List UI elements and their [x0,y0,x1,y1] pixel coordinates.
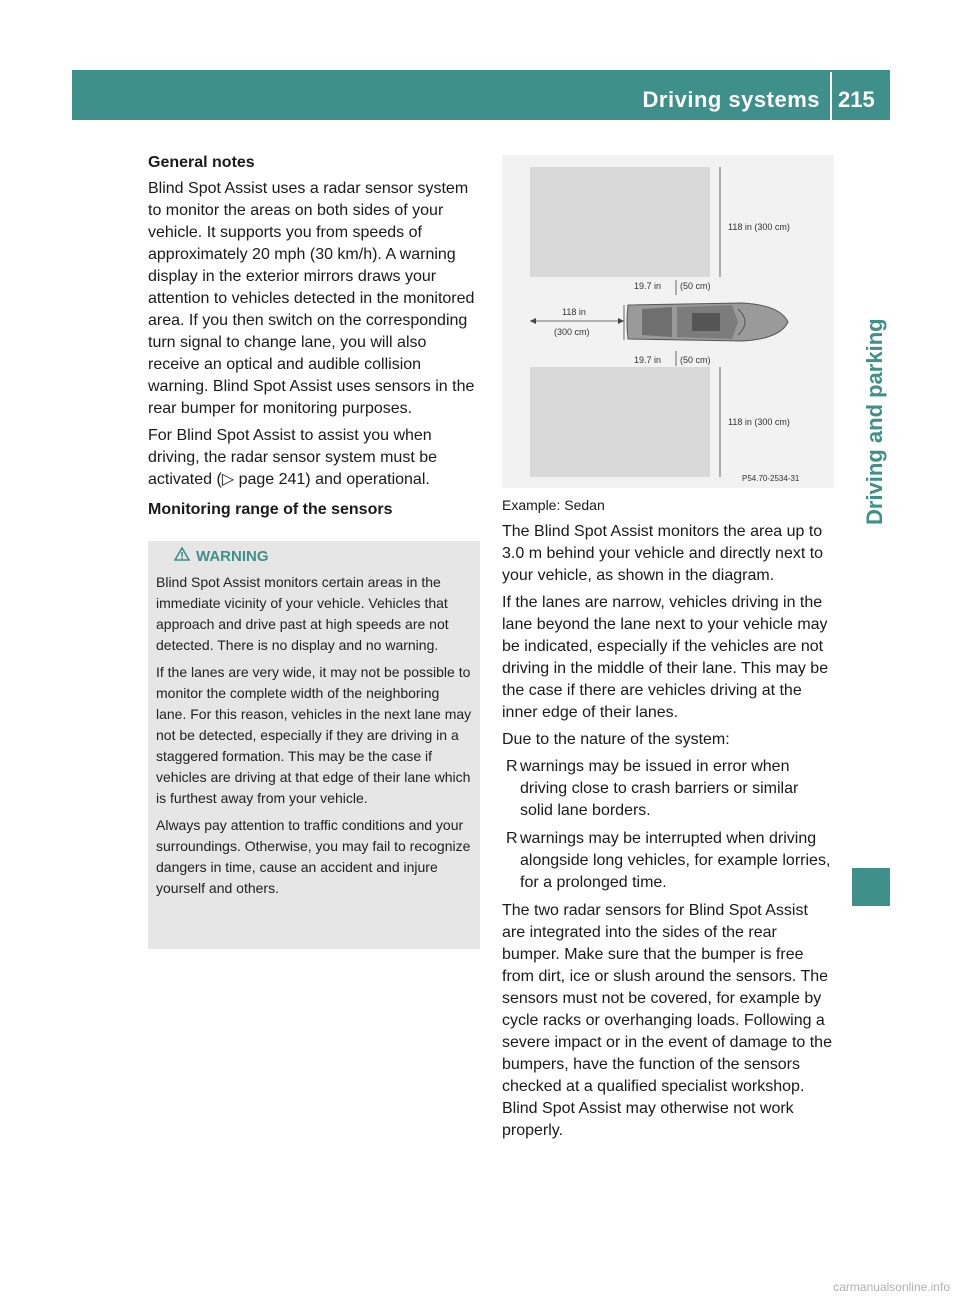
lower-zone-width-label: 118 in (300 cm) [728,417,790,427]
general-notes-paragraph-2: For Blind Spot Assist to assist you when driving, the radar sensor system must be activated (▷ page 241) and operational. [148,427,438,488]
bullet-marker: R [506,830,518,847]
right-paragraph-4: The two radar sensors for Blind Spot Assist are integrated into the sides of the rear bumper. Make sure that the bumper is free from dirt, ice or slush around the sensors. The sensors must not be covered, for example by cycle racks or overhanging loads. Following a severe impact or in the event of damage to the bumpers, have the function of the sensors checked at a qualified specialist workshop. Blind Spot Assist may otherwise not work properly. [502,902,832,1139]
sedan-car-illustration [627,303,788,341]
right-paragraph-1: The Blind Spot Assist monitors the area up to 3.0 m behind your vehicle and directly next to your vehicle, as shown in the diagram. [502,523,824,584]
lower-monitored-zone [530,367,710,477]
warning-paragraph-3: Always pay attention to traffic conditions and your surroundings. Otherwise, you may fail to recognize dangers in time, cause an accident and injure yourself and others. [156,817,471,896]
footer-watermark: carmanualsonline.info [833,1280,950,1294]
list-item-text: warnings may be issued in error when driving close to crash barriers or similar solid lane borders. [520,758,799,819]
warning-header [174,547,472,566]
general-notes-heading: General notes [148,154,255,171]
left-column [148,152,482,531]
upper-monitored-zone [530,167,710,277]
general-notes-paragraph-1: Blind Spot Assist uses a radar sensor system to monitor the areas on both sides of your vehicle. It supports you from speeds of approximately 20 mph (30 km/h). A warning display in the exterior mirrors draws your attention to vehicles detected in the monitored area. If you then switch on the corresponding turn signal to change lane, you will also receive an optical and audible collision warning. Blind Spot Assist uses sensors in the rear bumper for monitoring purposes. [148,180,475,417]
page-number: 215 [838,87,875,112]
right-paragraph-3: Due to the nature of the system: [502,731,730,748]
upper-gap-cm-label: (50 cm) [680,281,711,291]
upper-gap-label: 19.7 in [634,281,662,291]
figure-caption: Example: Sedan [502,497,605,513]
figure-code: P54.70-2534-31 [742,474,800,483]
section-title: Driving systems [642,87,820,112]
rear-range-cm-label: (300 cm) [554,327,590,337]
header-divider [830,72,832,120]
list-item [502,756,834,822]
list-item-text: warnings may be interrupted when driving alongside long vehicles, for example lorries, for a prolonged time. [520,830,831,891]
rear-range-in-label: 118 in [562,307,586,317]
warning-triangle-icon [174,547,190,566]
right-column [502,495,834,1147]
monitoring-heading: Monitoring range of the sensors [148,501,393,518]
monitoring-range-diagram [502,155,834,488]
lower-gap-cm-label: (50 cm) [680,355,711,365]
lower-gap-label: 19.7 in [634,355,662,365]
upper-zone-width-label: 118 in (300 cm) [728,222,790,232]
warning-box [148,541,480,949]
warning-title: WARNING [196,548,269,565]
warning-paragraph-2: If the lanes are very wide, it may not be possible to monitor the complete width of the neighboring lane. For this reason, vehicles in the next lane may not be detected, especially if they are driving in a staggered formation. This may be the case if vehicles are driving at that edge of their lane which is furthest away from your vehicle. [156,664,472,806]
chapter-tab-label: Driving and parking [862,318,887,525]
monitoring-range-figure [502,155,834,488]
warning-paragraph-1: Blind Spot Assist monitors certain areas in the immediate vicinity of your vehicle. Vehicles that approach and drive past at high speeds are not detected. There is no display and no warning. [156,574,449,653]
list-item [502,828,834,894]
bullet-marker: R [506,758,518,775]
chapter-tab-marker [852,868,890,906]
right-paragraph-2: If the lanes are narrow, vehicles driving in the lane beyond the lane next to your vehicle may be indicated, especially if the vehicles are not driving in the middle of their lane. This may be the case if there are vehicles driving at the inner edge of their lanes. [502,594,829,721]
